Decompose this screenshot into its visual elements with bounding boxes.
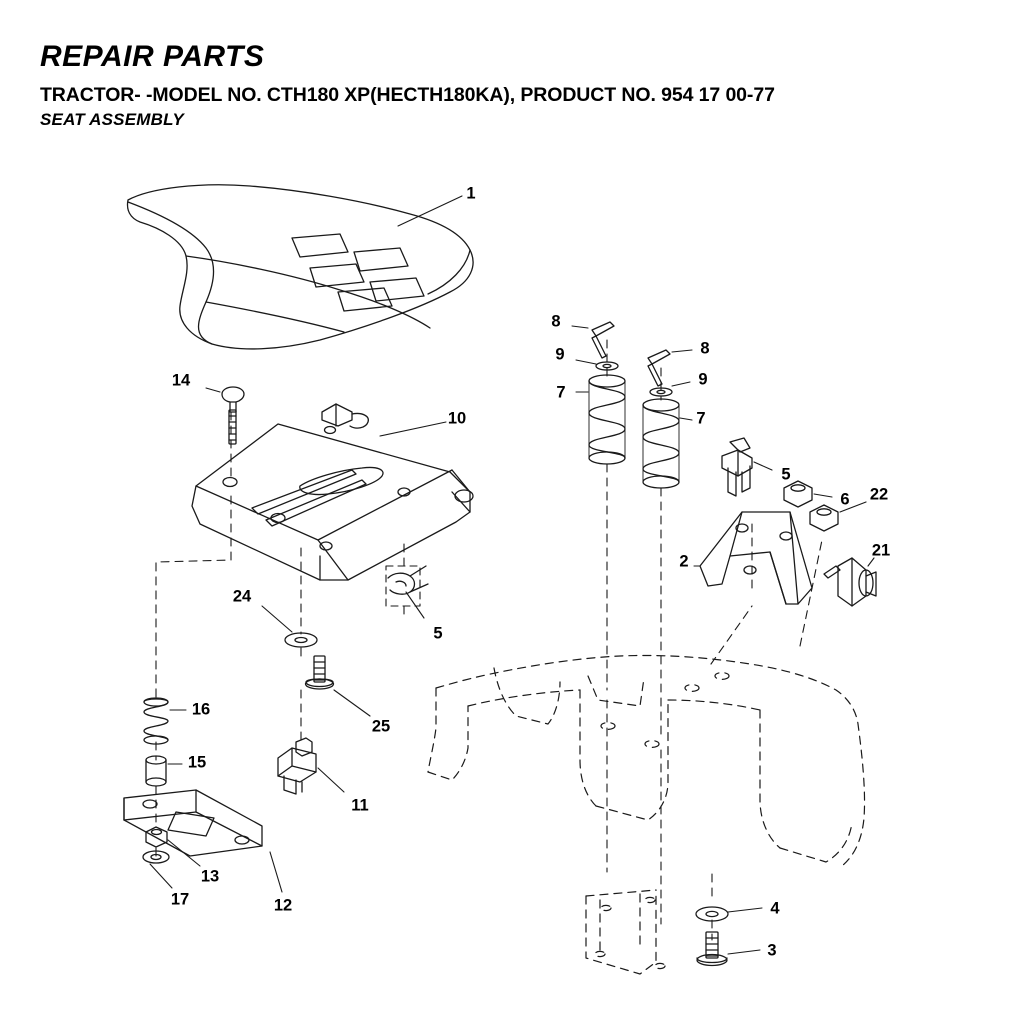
seat-part-1: [128, 185, 474, 349]
nut-part-6: [784, 481, 832, 507]
washer-part-4: [696, 907, 762, 921]
callout-number: 24: [232, 587, 252, 606]
callout-number: 25: [371, 717, 391, 736]
callout-number: 12: [273, 896, 293, 915]
callout-number: 2: [679, 552, 689, 571]
bushing-part-15: [146, 756, 182, 786]
seat-pan-part-10: [192, 404, 473, 580]
callout-number: 8: [551, 312, 561, 331]
washer-part-17: [143, 851, 172, 888]
washer-part-9-left: [576, 360, 618, 370]
section-subtitle: SEAT ASSEMBLY: [40, 110, 184, 129]
callout-number: 14: [171, 371, 191, 390]
bolt-part-25: [306, 656, 371, 716]
callout-number: 11: [351, 796, 369, 815]
callout-number: 5: [433, 624, 443, 643]
screw-part-8-left: [572, 322, 614, 358]
callout-number: 3: [767, 941, 777, 960]
callout-number: 17: [170, 890, 190, 909]
callout-number: 8: [700, 339, 710, 358]
callout-number: 7: [556, 383, 566, 402]
washer-part-24: [262, 606, 317, 647]
clip-part-5-left: [388, 566, 428, 618]
seat-switch-part-11: [278, 738, 344, 794]
spring-part-7-right: [643, 399, 692, 488]
callout-number: 22: [869, 485, 889, 504]
bolt-part-3: [697, 932, 760, 966]
spring-part-7-left: [576, 375, 625, 464]
nut-part-22: [810, 502, 866, 531]
callout-number: 15: [187, 753, 207, 772]
callout-number: 1: [466, 184, 476, 203]
page-title: REPAIR PARTS: [40, 40, 265, 73]
screw-part-8-right: [648, 350, 692, 386]
callout-number: 6: [840, 490, 850, 509]
callout-number: 7: [696, 409, 706, 428]
fender-phantom-outline: [428, 655, 865, 974]
callout-number: 4: [770, 899, 780, 918]
callout-number: 21: [871, 541, 891, 560]
callout-number: 5: [781, 465, 791, 484]
bracket-part-2: [694, 512, 812, 604]
washer-part-9-right: [650, 382, 690, 396]
spring-part-16: [144, 698, 186, 744]
callout-number: 13: [200, 867, 220, 886]
callout-number: 16: [191, 700, 211, 719]
latch-part-5-right: [722, 438, 772, 496]
bolt-part-14: [206, 387, 244, 444]
assembly-dashed-lines-right: [607, 340, 822, 940]
callout-number: 9: [698, 370, 708, 389]
knob-bolt-part-21: [824, 558, 876, 606]
model-subtitle: TRACTOR- -MODEL NO. CTH180 XP(HECTH180KA), PRODUCT NO. 954 17 00-77: [40, 84, 775, 106]
callout-number: 10: [447, 409, 467, 428]
callout-number: 9: [555, 345, 565, 364]
